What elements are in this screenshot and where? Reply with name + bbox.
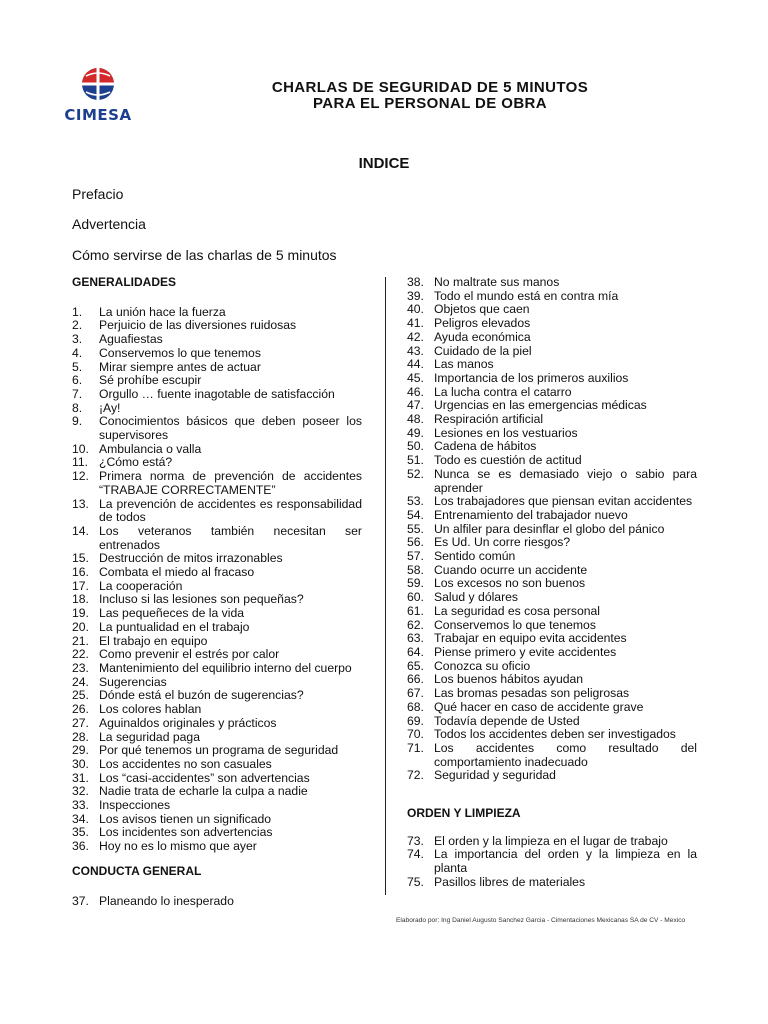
item-number: 30. <box>72 756 89 771</box>
index-item <box>72 717 362 731</box>
item-number: 45. <box>407 370 424 385</box>
index-item <box>407 835 697 849</box>
index-item <box>72 580 362 594</box>
item-title: Las bromas pesadas son peligrosas <box>434 686 630 701</box>
item-number: 21. <box>72 633 89 648</box>
index-item <box>72 388 362 402</box>
item-title: Destrucción de mitos irrazonables <box>99 551 283 566</box>
index-item <box>407 427 697 441</box>
item-title: Las manos <box>434 357 494 372</box>
item-number: 51. <box>407 453 424 468</box>
item-number: 50. <box>407 439 424 454</box>
item-title: ¿Cómo está? <box>99 455 173 470</box>
index-item <box>72 347 362 361</box>
item-number: 52. <box>407 466 424 481</box>
index-item <box>407 413 697 427</box>
index-heading: INDICE <box>358 155 410 172</box>
item-title: Entrenamiento del trabajador nuevo <box>434 507 628 522</box>
logo-text: CIMESA <box>64 106 132 124</box>
item-title: La seguridad es cosa personal <box>434 603 600 618</box>
item-title: Un alfiler para desinflar el globo del pánico <box>434 521 665 536</box>
item-number: 36. <box>72 839 89 854</box>
item-number: 64. <box>407 644 424 659</box>
item-title: Trabajar en equipo evita accidentes <box>434 631 627 646</box>
item-number: 34. <box>72 811 89 826</box>
item-number: 11. <box>72 455 89 470</box>
item-title: Aguafiestas <box>99 332 163 347</box>
item-title: Los accidentes no son casuales <box>99 756 272 771</box>
index-item <box>72 648 362 662</box>
index-column-left <box>72 276 362 908</box>
index-item <box>407 591 697 605</box>
item-number: 60. <box>407 590 424 605</box>
index-item <box>72 635 362 649</box>
item-title: Por qué tenemos un programa de seguridad <box>99 743 339 758</box>
item-title: Ayuda económica <box>434 329 531 344</box>
item-number: 59. <box>407 576 424 591</box>
section-heading-conducta-general: CONDUCTA GENERAL <box>72 863 202 878</box>
index-item <box>72 566 362 580</box>
item-title: Los trabajadores que piensan evitan accidentes <box>434 494 693 509</box>
index-item <box>72 443 362 457</box>
index-item <box>72 785 362 799</box>
index-item <box>72 498 362 525</box>
index-item <box>72 744 362 758</box>
item-title: El orden y la limpieza en el lugar de trabajo <box>434 833 668 848</box>
item-number: 46. <box>407 384 424 399</box>
index-item <box>407 523 697 537</box>
item-title: La importancia del orden y la limpieza en la planta <box>434 847 697 876</box>
item-number: 22. <box>72 647 89 662</box>
item-title: Sugerencias <box>99 674 167 689</box>
index-item <box>72 361 362 375</box>
item-number: 8. <box>72 400 83 415</box>
index-item <box>72 662 362 676</box>
document-title <box>150 80 710 112</box>
index-item <box>407 276 697 290</box>
item-title: Los buenos hábitos ayudan <box>434 672 584 687</box>
item-title: Conocimientos básicos que deben poseer los supervisores <box>99 414 362 443</box>
item-title: Primera norma de prevención de accidentes “TRABAJE CORRECTAMENTE” <box>99 469 362 497</box>
item-number: 14. <box>72 523 89 538</box>
index-item <box>407 646 697 660</box>
item-title: Pasillos libres de materiales <box>434 874 586 889</box>
item-number: 23. <box>72 660 89 675</box>
item-number: 63. <box>407 631 424 646</box>
item-number: 69. <box>407 713 424 728</box>
footer-credit: Elaborado por: Ing Daniel Augusto Sanchez Garcia - Cimentaciones Mexicanas SA de CV - Mexico <box>396 917 686 924</box>
list-orden-limpieza <box>407 835 697 890</box>
item-number: 71. <box>407 740 424 755</box>
index-item <box>72 552 362 566</box>
item-number: 5. <box>72 359 83 374</box>
index-item <box>72 456 362 470</box>
item-number: 12. <box>72 469 89 484</box>
item-title: Los “casi-accidentes” son advertencias <box>99 770 310 785</box>
index-item <box>72 840 362 854</box>
item-title: Los avisos tienen un significado <box>99 811 272 826</box>
item-number: 56. <box>407 535 424 550</box>
item-title: La seguridad paga <box>99 729 200 744</box>
item-number: 43. <box>407 343 424 358</box>
index-item <box>72 415 362 442</box>
item-number: 18. <box>72 592 89 607</box>
item-title: No maltrate sus manos <box>434 275 560 289</box>
index-item <box>72 374 362 388</box>
column-divider <box>385 277 386 895</box>
item-title: Los veteranos también necesitan ser entrenados <box>99 523 362 552</box>
intro-como-servirse: Cómo servirse de las charlas de 5 minutos <box>72 247 337 263</box>
item-number: 3. <box>72 332 83 347</box>
item-number: 31. <box>72 770 89 785</box>
item-title: Importancia de los primeros auxilios <box>434 370 629 385</box>
index-item <box>72 319 362 333</box>
index-item <box>72 470 362 497</box>
item-number: 53. <box>407 494 424 509</box>
item-number: 6. <box>72 373 83 388</box>
item-number: 13. <box>72 496 89 511</box>
index-item <box>407 701 697 715</box>
item-number: 39. <box>407 288 424 303</box>
index-item <box>407 303 697 317</box>
index-item <box>407 331 697 345</box>
item-number: 73. <box>407 833 424 848</box>
item-number: 32. <box>72 784 89 799</box>
item-title: Seguridad y seguridad <box>434 768 556 783</box>
index-item <box>72 799 362 813</box>
item-number: 1. <box>72 304 83 319</box>
item-title: Urgencias en las emergencias médicas <box>434 398 647 413</box>
index-item <box>407 848 697 875</box>
item-number: 9. <box>72 414 83 429</box>
intro-prefacio: Prefacio <box>72 186 124 202</box>
index-item <box>72 689 362 703</box>
item-number: 40. <box>407 302 424 317</box>
item-title: Los incidentes son advertencias <box>99 825 273 840</box>
cimesa-logo <box>62 66 134 126</box>
item-number: 66. <box>407 672 424 687</box>
index-item <box>72 895 362 909</box>
item-title: Sé prohíbe escupir <box>99 373 202 388</box>
list-conducta-general-continued <box>407 276 697 783</box>
item-title: Peligros elevados <box>434 316 531 331</box>
item-title: La prevención de accidentes es responsabilidad de todos <box>99 496 362 525</box>
item-title: Es Ud. Un corre riesgos? <box>434 535 571 550</box>
item-number: 67. <box>407 686 424 701</box>
item-number: 16. <box>72 565 89 580</box>
item-number: 29. <box>72 743 89 758</box>
item-title: Conservemos lo que tenemos <box>99 345 261 360</box>
item-number: 57. <box>407 549 424 564</box>
section-heading-generalidades: GENERALIDADES <box>72 275 177 289</box>
item-title: Cuidado de la piel <box>434 343 532 358</box>
index-item <box>407 769 697 783</box>
index-item <box>407 687 697 701</box>
item-number: 42. <box>407 329 424 344</box>
item-number: 19. <box>72 606 89 621</box>
index-item <box>407 386 697 400</box>
index-item <box>407 619 697 633</box>
index-item <box>72 333 362 347</box>
index-item <box>72 703 362 717</box>
item-number: 2. <box>72 318 83 333</box>
item-title: Salud y dólares <box>434 590 519 605</box>
item-title: Conozca su oficio <box>434 658 531 673</box>
index-item <box>407 876 697 890</box>
item-title: Qué hacer en caso de accidente grave <box>434 699 644 714</box>
item-title: La lucha contra el catarro <box>434 384 572 399</box>
item-number: 62. <box>407 617 424 632</box>
item-number: 58. <box>407 562 424 577</box>
item-title: Nunca se es demasiado viejo o sabio para aprender <box>434 466 697 495</box>
item-number: 28. <box>72 729 89 744</box>
list-generalidades <box>72 306 362 854</box>
item-title: Como prevenir el estrés por calor <box>99 647 280 662</box>
item-number: 72. <box>407 768 424 783</box>
item-title: Todavía depende de Usted <box>434 713 580 728</box>
item-title: Lesiones en los vestuarios <box>434 425 578 440</box>
item-number: 55. <box>407 521 424 536</box>
item-title: Ambulancia o valla <box>99 441 202 456</box>
intro-advertencia: Advertencia <box>72 216 146 232</box>
item-title: Cadena de hábitos <box>434 439 537 454</box>
index-item <box>72 826 362 840</box>
item-number: 44. <box>407 357 424 372</box>
title-line-1: CHARLAS DE SEGURIDAD DE 5 MINUTOS <box>271 79 589 96</box>
item-title: La unión hace la fuerza <box>99 304 226 319</box>
index-item <box>72 593 362 607</box>
index-item <box>72 607 362 621</box>
item-number: 54. <box>407 507 424 522</box>
index-item <box>72 758 362 772</box>
item-title: Incluso si las lesiones son pequeñas? <box>99 592 304 607</box>
index-item <box>407 468 697 495</box>
item-number: 74. <box>407 847 424 862</box>
item-number: 47. <box>407 398 424 413</box>
item-number: 65. <box>407 658 424 673</box>
item-title: Todos los accidentes deben ser investigados <box>434 727 676 742</box>
item-number: 48. <box>407 412 424 427</box>
index-item <box>72 731 362 745</box>
index-item <box>407 728 697 742</box>
item-number: 7. <box>72 386 83 401</box>
item-number: 25. <box>72 688 89 703</box>
item-title: Inspecciones <box>99 798 171 813</box>
index-item <box>407 290 697 304</box>
item-title: Los accidentes como resultado del comportamiento inadecuado <box>434 740 697 769</box>
index-item <box>407 742 697 769</box>
item-number: 15. <box>72 551 89 566</box>
index-item <box>407 399 697 413</box>
item-title: Piense primero y evite accidentes <box>434 644 617 659</box>
list-conducta-general-start <box>72 895 362 909</box>
item-title: Dónde está el buzón de sugerencias? <box>99 688 304 703</box>
item-title: Perjuicio de las diversiones ruidosas <box>99 318 297 333</box>
index-item <box>407 660 697 674</box>
item-number: 26. <box>72 702 89 717</box>
item-title: Objetos que caen <box>434 302 530 317</box>
index-item <box>407 495 697 509</box>
index-column-right <box>407 276 697 890</box>
index-item <box>72 525 362 552</box>
index-item <box>407 632 697 646</box>
index-item <box>407 605 697 619</box>
item-number: 27. <box>72 715 89 730</box>
index-item <box>407 454 697 468</box>
item-title: Los excesos no son buenos <box>434 576 586 591</box>
index-item <box>72 676 362 690</box>
index-item <box>407 550 697 564</box>
index-item <box>407 577 697 591</box>
index-item <box>72 621 362 635</box>
item-number: 35. <box>72 825 89 840</box>
item-title: Aguinaldos originales y prácticos <box>99 715 277 730</box>
item-title: Mantenimiento del equilibrio interno del cuerpo <box>99 660 352 675</box>
item-title: La cooperación <box>99 578 183 593</box>
item-number: 17. <box>72 578 89 593</box>
item-title: Mirar siempre antes de actuar <box>99 359 261 374</box>
item-title: Planeando lo inesperado <box>99 893 234 908</box>
item-title: Todo el mundo está en contra mía <box>434 288 619 303</box>
index-item <box>407 372 697 386</box>
item-number: 61. <box>407 603 424 618</box>
index-item <box>72 813 362 827</box>
item-title: Los colores hablan <box>99 702 202 717</box>
index-item <box>407 673 697 687</box>
index-item <box>72 772 362 786</box>
item-number: 68. <box>407 699 424 714</box>
item-title: Nadie trata de echarle la culpa a nadie <box>99 784 308 799</box>
index-item <box>407 536 697 550</box>
item-title: Combata el miedo al fracaso <box>99 565 255 580</box>
index-item <box>407 509 697 523</box>
item-title: Hoy no es lo mismo que ayer <box>99 839 257 854</box>
index-item <box>407 440 697 454</box>
item-title: Todo es cuestión de actitud <box>434 453 582 468</box>
item-title: La puntualidad en el trabajo <box>99 619 250 634</box>
item-title: Orgullo … fuente inagotable de satisfacción <box>99 386 335 401</box>
item-title: El trabajo en equipo <box>99 633 208 648</box>
item-number: 70. <box>407 727 424 742</box>
item-number: 10. <box>72 441 89 456</box>
item-number: 20. <box>72 619 89 634</box>
item-number: 24. <box>72 674 89 689</box>
globe-icon <box>80 66 116 102</box>
item-title: Cuando ocurre un accidente <box>434 562 588 577</box>
item-number: 75. <box>407 874 424 889</box>
index-item <box>407 358 697 372</box>
index-item <box>407 345 697 359</box>
item-title: Las pequeñeces de la vida <box>99 606 245 621</box>
item-number: 33. <box>72 798 89 813</box>
item-number: 38. <box>407 275 424 289</box>
item-title: Conservemos lo que tenemos <box>434 617 596 632</box>
index-item <box>72 402 362 416</box>
index-item <box>407 564 697 578</box>
item-number: 49. <box>407 425 424 440</box>
index-item <box>407 715 697 729</box>
item-title: Sentido común <box>434 549 516 564</box>
section-heading-orden-limpieza: ORDEN Y LIMPIEZA <box>407 806 521 821</box>
item-number: 37. <box>72 893 89 908</box>
item-title: ¡Ay! <box>99 400 121 415</box>
item-number: 4. <box>72 345 83 360</box>
item-number: 41. <box>407 316 424 331</box>
index-item <box>72 306 362 320</box>
item-title: Respiración artificial <box>434 412 544 427</box>
title-line-2: PARA EL PERSONAL DE OBRA <box>312 95 548 112</box>
index-item <box>407 317 697 331</box>
